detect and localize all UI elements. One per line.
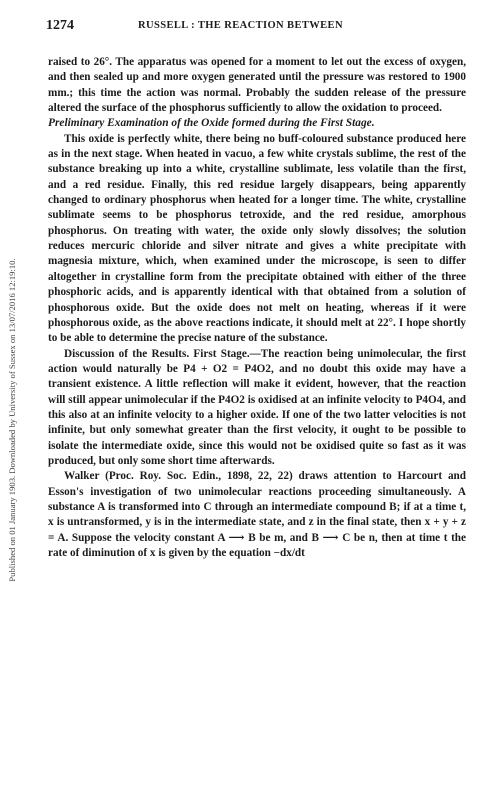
page-body xyxy=(48,55,466,561)
paragraph-discussion: Discussion of the Results. First Stage.—The reaction being unimolecular, the first action would naturally be P4 + O2 = P4O2, and no doubt this oxide may have a transient existence. A little reflection will make it evident, however, that the reaction will still appear unimolecular if the P4O2 is oxidised at an infinite velocity to P4O4, and this also at an infinite velocity to a higher oxide. If one of the two latter velocities is not infinite, but only somewhat greater than the first velocity, it ought to be possible to isolate the intermediate oxide, since this would not be oxidised quite so fast as it was produced, but only some short time afterwards. xyxy=(48,347,466,467)
paragraph-continuation: raised to 26°. The apparatus was opened for a moment to let out the excess of oxygen, and then sealed up and more oxygen generated until the pressure was restored to 1900 mm.; this time the action was normal. Probably the sudden release of the pressure altered the surface of the phosphorus sufficiently to allow the oxidation to proceed. xyxy=(48,56,466,115)
side-note-text: Published on 01 January 1903. Downloaded by University of Sussex on 13/07/2016 12:19:10. xyxy=(7,258,17,582)
section-heading: Preliminary Examination of the Oxide formed during the First Stage. xyxy=(48,117,375,130)
paragraph-walker: Walker (Proc. Roy. Soc. Edin., 1898, 22, 22) draws attention to Harcourt and Esson's investigation of two unimolecular reactions proceeding simultaneously. A substance A is transformed into C through an intermediate compound B; if at a time t, x is untransformed, y is in the intermediate state, and z in the final state, then x + y + z = A. Suppose the velocity constant A ⟶ B be m, and B ⟶ C be n, then at time t the rate of diminution of x is given by the equation −dx/dt xyxy=(48,470,466,559)
running-head: RUSSELL : THE REACTION BETWEEN xyxy=(138,20,343,31)
page-number: 1274 xyxy=(46,18,74,33)
paragraph-oxide-examination: This oxide is perfectly white, there being no buff-coloured substance produced here as in the next stage. When heated in vacuo, a few white crystals sublime, the rest of the substance breaking up into a white, crystalline sublimate, less volatile than the first, and a red residue. Finally, this red residue largely disappears, being apparently changed to ordinary phosphorus when heated for a longer time. The white, crystalline sublimate seems to be phosphorus tetroxide, and the red residue, amorphous phosphorus. On treating with water, the oxide only slowly dissolves; the solution reduces mercuric chloride and silver nitrate and gives a white precipitate with magnesia mixture, which, when examined under the microscope, is seen to differ altogether in crystalline form from the precipitate obtained with either of the three phosphoric acids, and is apparently identical with that obtained from a solution of phosphorous oxide. But the oxide does not melt on heating, whereas if it were phosphorous oxide, as the above reactions indicate, it should melt at 22°. I hope shortly to be able to determine the precise nature of the substance. xyxy=(48,132,466,345)
publication-side-note xyxy=(4,120,20,720)
